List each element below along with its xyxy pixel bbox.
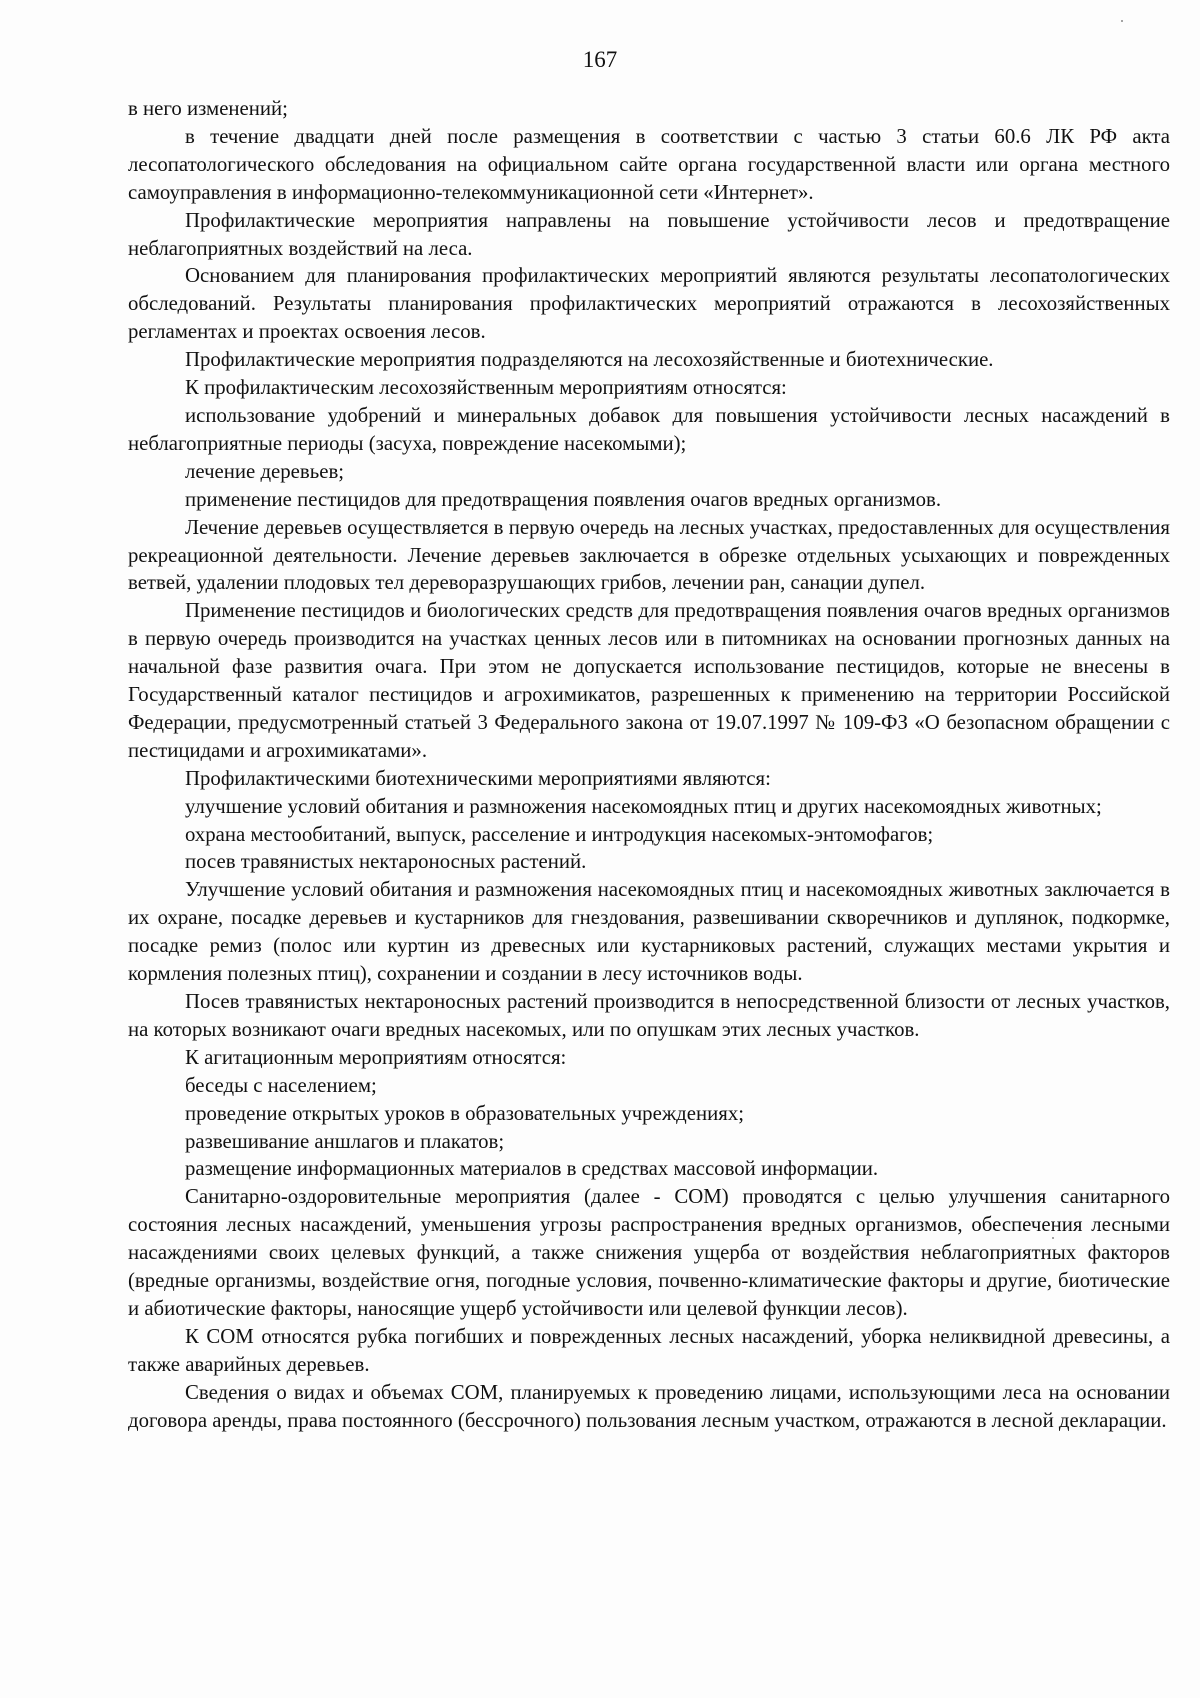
- paragraph: размещение информационных материалов в средствах массовой информации.: [185, 1157, 879, 1181]
- scan-speck: [1121, 20, 1123, 22]
- paragraph: Улучшение условий обитания и размножения насекомоядных птиц и насекомоядных животных заключается в их охране, посадке деревьев и кустарников для гнездования, развешивании скворечников и дуплянок, подкормке, посадке ремиз (полос или куртин из древесных или кустарниковых растений, служащих местами укрытия и кормления полезных птиц), сохранении и создании в лесу источников воды.: [128, 878, 1170, 986]
- page-number: 167: [582, 47, 618, 72]
- paragraph: Основанием для планирования профилактических мероприятий являются результаты лесопатологических обследований. Результаты планирования профилактических мероприятий отражаются в лесохозяйственных регламентах и проектах освоения лесов.: [128, 264, 1170, 344]
- paragraph: Санитарно-оздоровительные мероприятия (далее - СОМ) проводятся с целью улучшения санитарного состояния лесных насаждений, уменьшения угрозы распространения вредных организмов, обеспечения лесными насаждениями своих целевых функций, а также снижения ущерба от воздействия неблагоприятных факторов (вредные организмы, воздействие огня, погодные условия, почвенно-климатические факторы и другие, биотические и абиотические факторы, наносящие ущерб устойчивости или целевой функции лесов).: [128, 1185, 1170, 1320]
- paragraph: беседы с населением;: [185, 1073, 377, 1097]
- paragraph: проведение открытых уроков в образовательных учреждениях;: [185, 1101, 744, 1125]
- paragraph: в течение двадцати дней после размещения в соответствии с частью 3 статьи 60.6 ЛК РФ акта лесопатологического обследования на официальном сайте органа государственной власти или органа местного самоуправления в информационно-телекоммуникационной сети «Интернет».: [128, 124, 1170, 204]
- paragraph: К агитационным мероприятиям относятся:: [185, 1045, 567, 1069]
- paragraph: Профилактическими биотехническими мероприятиями являются:: [185, 766, 771, 790]
- paragraph: Профилактические мероприятия подразделяются на лесохозяйственные и биотехнические.: [185, 348, 994, 372]
- paragraph: Посев травянистых нектароносных растений производится в непосредственной близости от лесных участков, на которых возникают очаги вредных насекомых, или по опушкам этих лесных участков.: [128, 990, 1170, 1041]
- paragraph: в него изменений;: [128, 97, 288, 120]
- paragraph: Лечение деревьев осуществляется в первую очередь на лесных участках, предоставленных для осуществления рекреационной деятельности. Лечение деревьев заключается в обрезке отдельных усыхающих и поврежденных ветвей, удалении плодовых тел дереворазрушающих грибов, лечении ран, санации дупел.: [128, 515, 1170, 595]
- paragraph: охрана местообитаний, выпуск, расселение и интродукция насекомых-энтомофагов;: [185, 822, 934, 846]
- paragraph: Профилактические мероприятия направлены на повышение устойчивости лесов и предотвращение неблагоприятных воздействий на леса.: [128, 208, 1170, 260]
- paragraph: Применение пестицидов и биологических средств для предотвращения появления очагов вредных организмов в первую очередь производится на участках ценных лесов или в питомниках на основании прогнозных данных на начальной фазе развития очага. При этом не допускается использование пестицидов, которые не внесены в Государственный каталог пестицидов и агрохимикатов, разрешенных к применению на территории Российской Федерации, предусмотренный статьей 3 Федерального закона от 19.07.1997 № 109-ФЗ «О безопасном обращении с пестицидами и агрохимикатами».: [128, 599, 1170, 762]
- body-text: [128, 95, 1170, 1435]
- paragraph: посев травянистых нектароносных растений.: [185, 850, 587, 874]
- scan-speck: [1052, 1237, 1054, 1239]
- paragraph: применение пестицидов для предотвращения появления очагов вредных организмов.: [185, 487, 942, 511]
- paragraph: развешивание аншлагов и плакатов;: [185, 1129, 505, 1153]
- paragraph: лечение деревьев;: [185, 459, 345, 483]
- paragraph: К СОМ относятся рубка погибших и поврежденных лесных насаждений, уборка неликвидной древесины, а также аварийных деревьев.: [128, 1324, 1170, 1376]
- paragraph: использование удобрений и минеральных добавок для повышения устойчивости лесных насаждений в неблагоприятные периоды (засуха, повреждение насекомыми);: [128, 403, 1170, 455]
- paragraph: улучшение условий обитания и размножения насекомоядных птиц и других насекомоядных животных;: [185, 794, 1102, 818]
- paragraph: Сведения о видах и объемах СОМ, планируемых к проведению лицами, использующими леса на основании договора аренды, права постоянного (бессрочного) пользования лесным участком, отражаются в лесной декларации.: [128, 1380, 1170, 1432]
- paragraph: К профилактическим лесохозяйственным мероприятиям относятся:: [185, 376, 787, 400]
